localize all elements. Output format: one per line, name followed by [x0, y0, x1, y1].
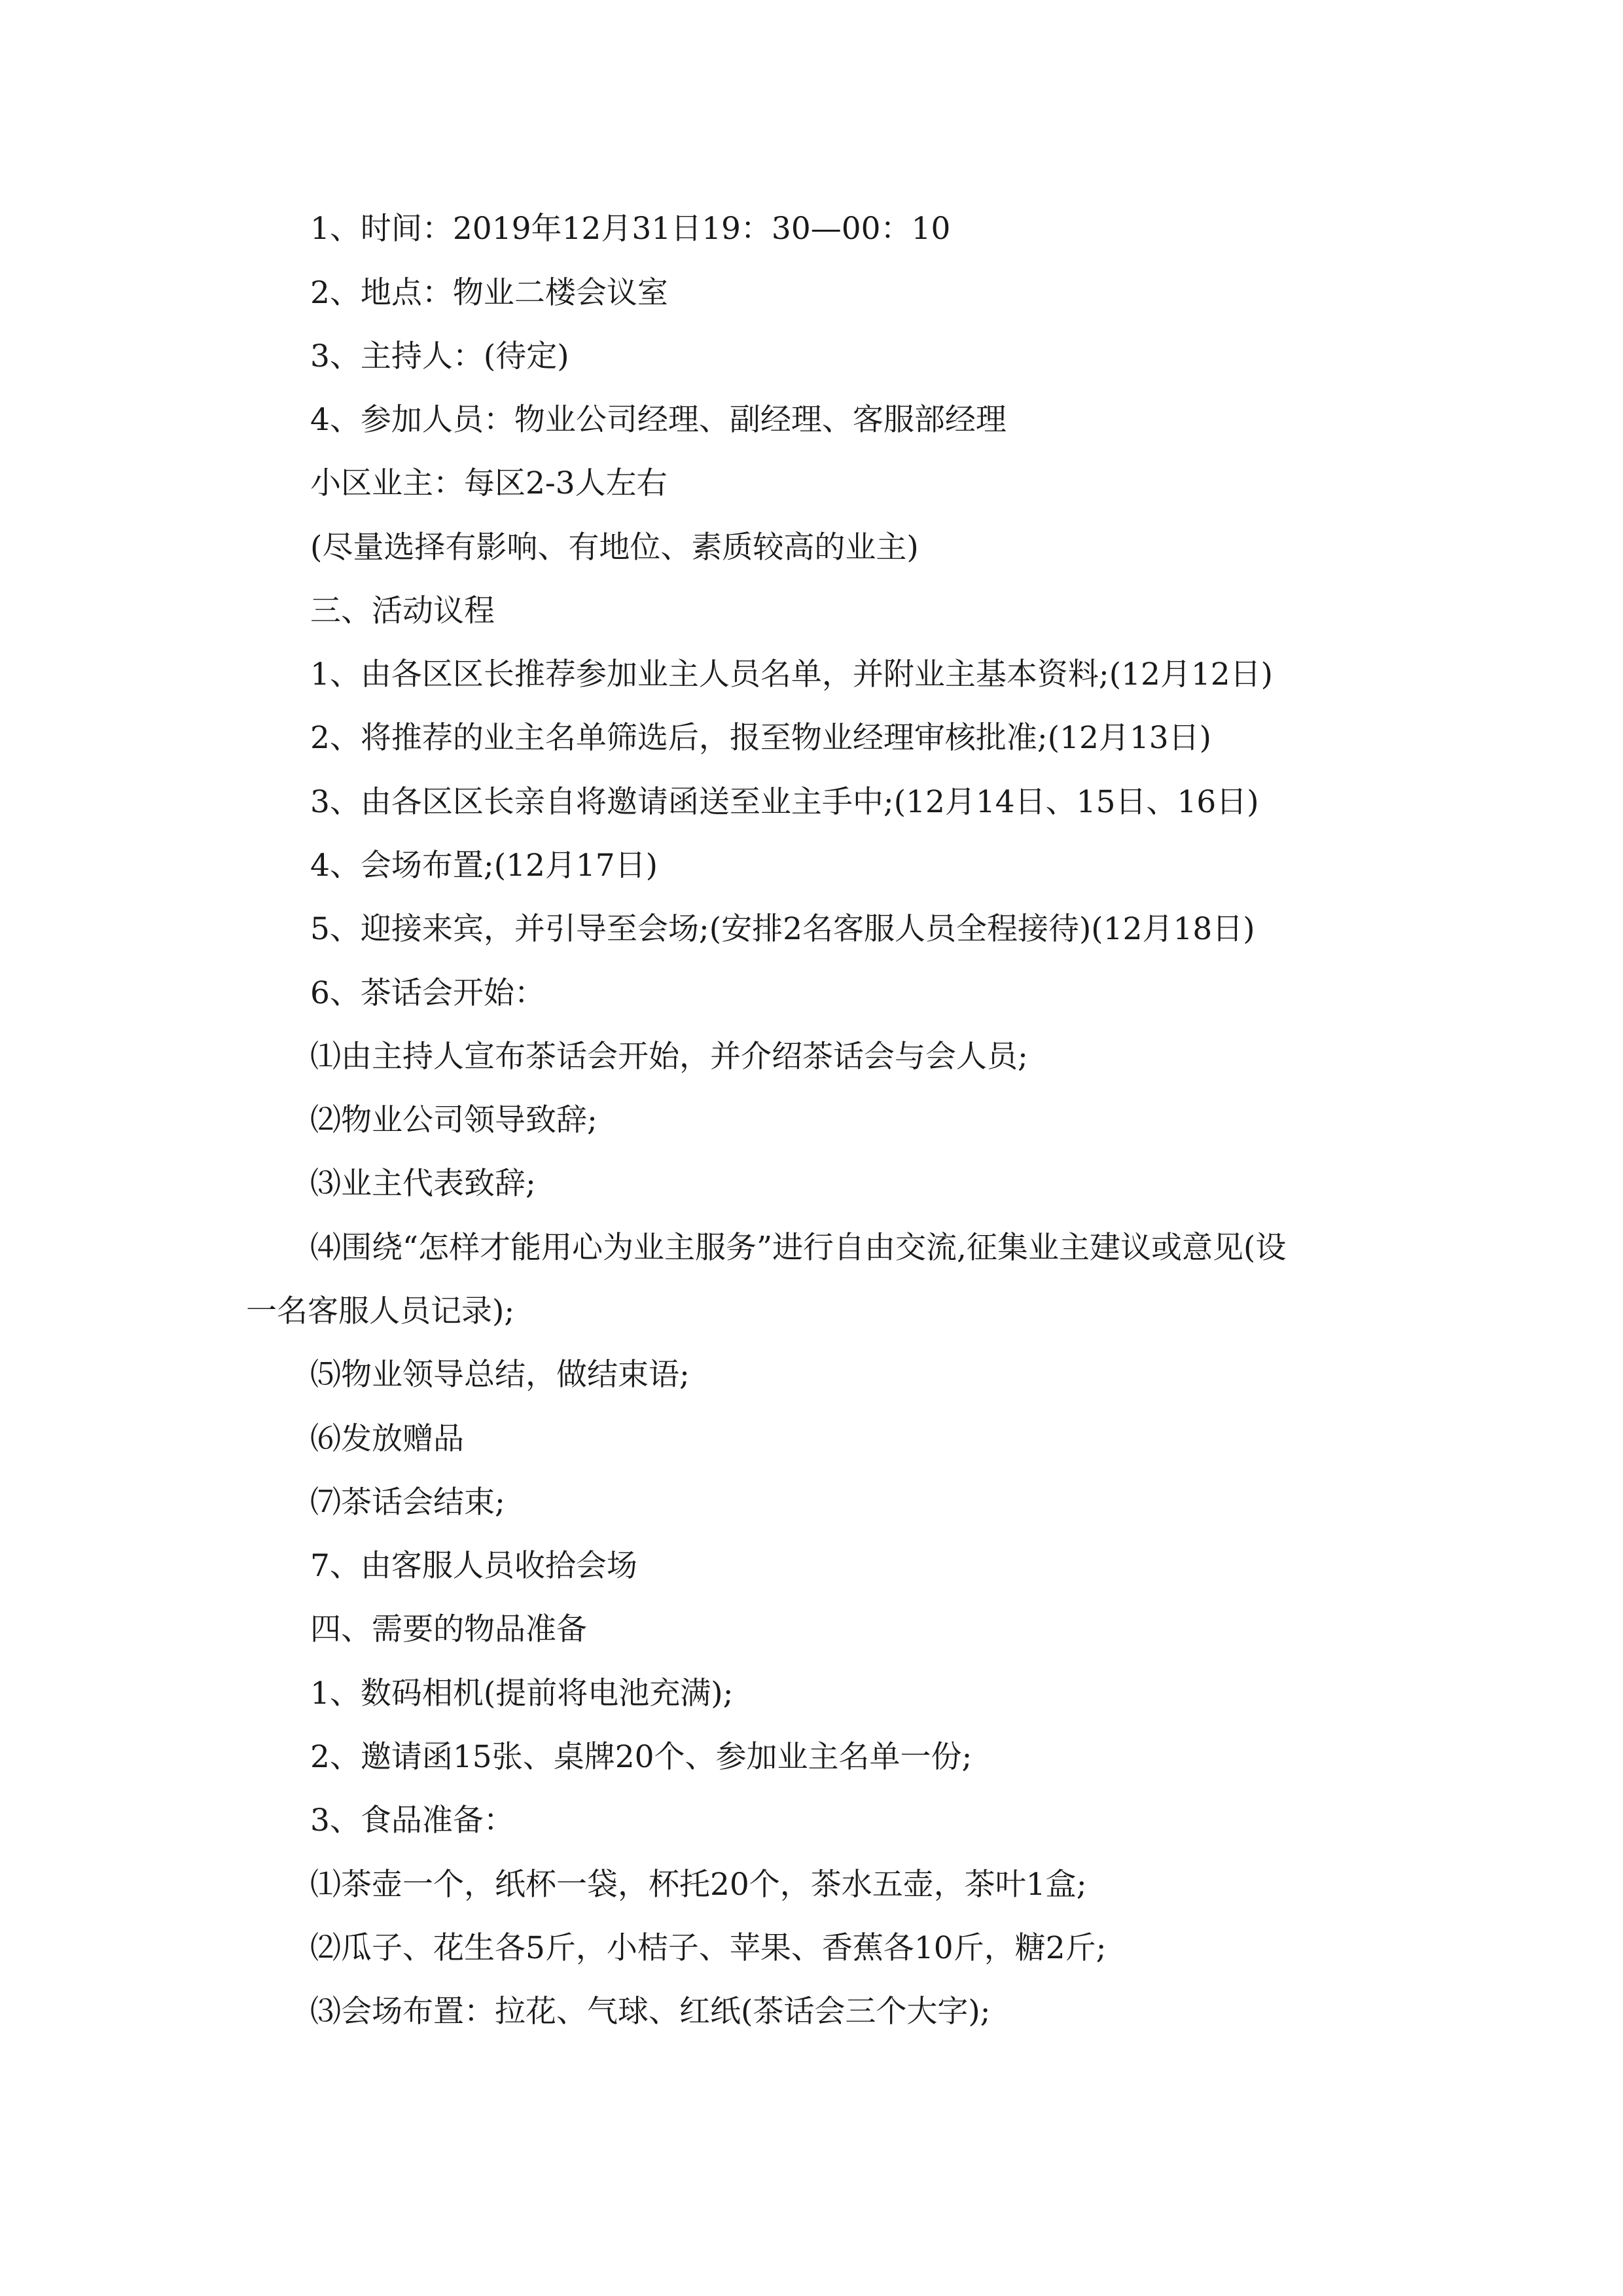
text-line: 1、由各区区长推荐参加业主人员名单，并附业主基本资料;(12月12日) — [310, 656, 1274, 692]
text-line: 4、会场布置;(12月17日) — [310, 848, 658, 884]
text-line: 3、由各区区长亲自将邀请函送至业主手中;(12月14日、15日、16日) — [310, 784, 1259, 820]
text-line: 1、时间：2019年12月31日19：30—00：10 — [310, 211, 951, 247]
section-heading: 四、需要的物品准备 — [310, 1611, 587, 1647]
text-line: 小区业主：每区2-3人左右 — [310, 465, 668, 501]
text-line: ⑸物业领导总结，做结束语; — [310, 1357, 690, 1393]
text-line: 2、地点：物业二楼会议室 — [310, 275, 668, 311]
text-line: ⑴由主持人宣布茶话会开始，并介绍茶话会与会人员; — [310, 1039, 1028, 1075]
text-line: ⑵物业公司领导致辞; — [310, 1102, 597, 1138]
text-line: (尽量选择有影响、有地位、素质较高的业主) — [310, 529, 919, 565]
text-line: ⑵瓜子、花生各5斤，小桔子、苹果、香蕉各10斤，糖2斤; — [310, 1930, 1107, 1966]
text-line: 3、食品准备： — [310, 1803, 514, 1839]
section-heading: 三、活动议程 — [310, 593, 495, 629]
text-line: 一名客服人员记录); — [246, 1293, 515, 1329]
text-line: ⑷围绕“怎样才能用心为业主服务”进行自由交流,征集业主建议或意见(设 — [310, 1230, 1287, 1266]
text-line: ⑹发放赠品 — [310, 1421, 464, 1457]
text-line: 5、迎接来宾，并引导至会场;(安排2名客服人员全程接待)(12月18日) — [310, 911, 1255, 947]
text-line: 3、主持人：(待定) — [310, 338, 569, 374]
text-line: ⑺茶话会结束; — [310, 1484, 505, 1520]
text-line: ⑶会场布置：拉花、气球、红纸(茶话会三个大字); — [310, 1994, 991, 2030]
text-line: 6、茶话会开始： — [310, 975, 545, 1011]
text-line: 2、邀请函15张、桌牌20个、参加业主名单一份; — [310, 1739, 972, 1775]
text-line: ⑴茶壶一个，纸杯一袋，杯托20个，茶水五壶，茶叶1盒; — [310, 1867, 1087, 1903]
text-line: ⑶业主代表致辞; — [310, 1166, 536, 1202]
text-line: 4、参加人员：物业公司经理、副经理、客服部经理 — [310, 402, 1007, 438]
text-line: 7、由客服人员收拾会场 — [310, 1548, 637, 1584]
text-line: 1、数码相机(提前将电池充满); — [310, 1676, 734, 1712]
text-line: 2、将推荐的业主名单筛选后，报至物业经理审核批准;(12月13日) — [310, 720, 1212, 756]
